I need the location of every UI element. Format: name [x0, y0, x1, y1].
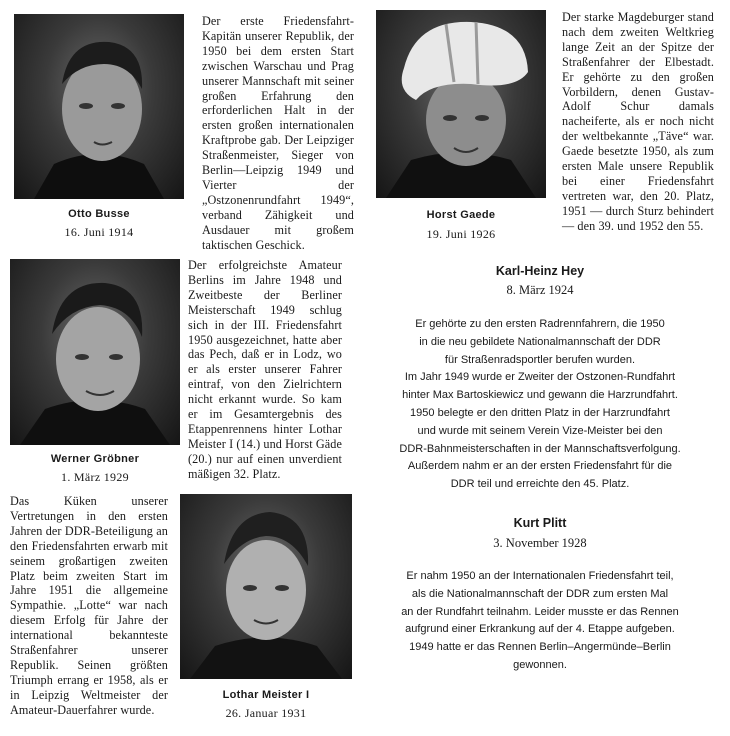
portrait-lothar-meister	[180, 494, 352, 679]
portrait-werner-groebner	[10, 259, 180, 445]
name-karl-heinz-hey: Karl-Heinz Hey	[495, 264, 585, 278]
bio-lothar-meister: Das Küken unserer Vertretungen in den ersten Jahren der DDR-Beteiligung an den Friedensfahrten erwarb mit seinem großartigen zweiten Platz beim zweiten Start im Jahre 1951 die allgemeine Sympathie. „Lotte“ war nach diesem Erfolg für Jahre der international bekannteste Straßenfahrer unserer Republik. Seinen größten Triumph errang er 1958, als er in Leipzig Weltmeister der Amateur-Dauerfahrer wurde.	[10, 494, 168, 717]
date-lothar-meister: 26. Januar 1931	[225, 706, 307, 720]
name-kurt-plitt: Kurt Plitt	[513, 516, 567, 530]
date-karl-heinz-hey: 8. März 1924	[506, 283, 574, 297]
portrait-otto-busse-image	[14, 14, 184, 199]
portrait-otto-busse	[14, 14, 184, 199]
bio-horst-gaede: Der starke Magdeburger stand nach dem zweiten Weltkrieg lange Zeit an der Spitze der Straßenfahrer der Elbestadt. Er gehörte zu den großen Vorbildern, denen Gustav-Adolf Schur damals nacheiferte, als er noch nicht der weltbekannte „Täve“ war. Gaede besetzte 1950, als zum ersten Male unsere Republik bei einer Friedensfahrt vertreten war, den 20. Platz, 1951 — durch Sturz behindert — den 39. und 1952 den 55.	[562, 10, 714, 233]
bio-werner-groebner: Der erfolgreichste Amateur Berlins im Jahre 1948 und Zweitbeste der Berliner Meisterschaft 1949 schlug sich in der III. Friedensfahrt 1950 ausgezeichnet, hatte aber das Pech, daß er in Lodz, wo er als erster unserer Fahrer eintraf, von den Zielrichtern nicht erkannt wurde. So kam er im Gesamtergebnis des Etappenrennens hinter Lothar Meister I (14.) und Horst Gäde (20.) nur auf einen unverdient mäßigen 32. Platz.	[188, 258, 342, 481]
portrait-lothar-meister-image	[180, 494, 352, 679]
date-werner-groebner: 1. März 1929	[61, 470, 129, 484]
bio-karl-heinz-hey: Er gehörte zu den ersten Radrennfahrern, die 1950 in die neu gebildete Nationalmannschaft der DDR für Straßenradsportler berufen wurden. Im Jahr 1949 wurde er Zweiter der Ostzonen-Rundfahrt hinter Max Bartoskiewicz und gewann die Harzrundfahrt. 1950 belegte er den dritten Platz in der Harzrundfahrt und wurde mit seinem Verein Vize-Meister bei den DDR-Bahnmeisterschaften in der Mannschaftsverfolgung. Außerdem nahm er an der ersten Friedensfahrt für die DDR teil und erreichte den 45. Platz.	[399, 318, 681, 491]
date-otto-busse: 16. Juni 1914	[64, 225, 134, 239]
bio-otto-busse: Der erste Friedensfahrt-Kapitän unserer Republik, der 1950 bei dem ersten Start zwischen Warschau und Prag unserer Mannschaft mit seiner großen Erfahrung den erforderlichen Halt in der ersten großen internationalen Kraftprobe gab. Der Leipziger Straßenmeister, Sieger von Berlin—Leipzig 1949 und Vierter der „Ostzonenrundfahrt 1949“, verband Zähigkeit und Ausdauer mit großem taktischen Geschick.	[202, 14, 354, 252]
name-otto-busse: Otto Busse	[68, 208, 130, 220]
portrait-werner-groebner-image	[10, 259, 180, 445]
date-horst-gaede: 19. Juni 1926	[426, 227, 496, 241]
date-kurt-plitt: 3. November 1928	[493, 536, 587, 550]
name-horst-gaede: Horst Gaede	[426, 209, 496, 221]
portrait-horst-gaede	[376, 10, 546, 198]
name-werner-groebner: Werner Gröbner	[50, 453, 140, 465]
name-lothar-meister: Lothar Meister I	[222, 689, 310, 701]
portrait-horst-gaede-image	[376, 10, 546, 198]
bio-kurt-plitt: Er nahm 1950 an der Internationalen Friedensfahrt teil, als die Nationalmannschaft der DDR zum ersten Mal an der Rundfahrt teilnahm. Leider musste er das Rennen aufgrund einer Erkrankung auf der 4. Etappe aufgeben. 1949 hatte er das Rennen Berlin–Angermünde–Berlin gewonnen.	[401, 570, 679, 671]
